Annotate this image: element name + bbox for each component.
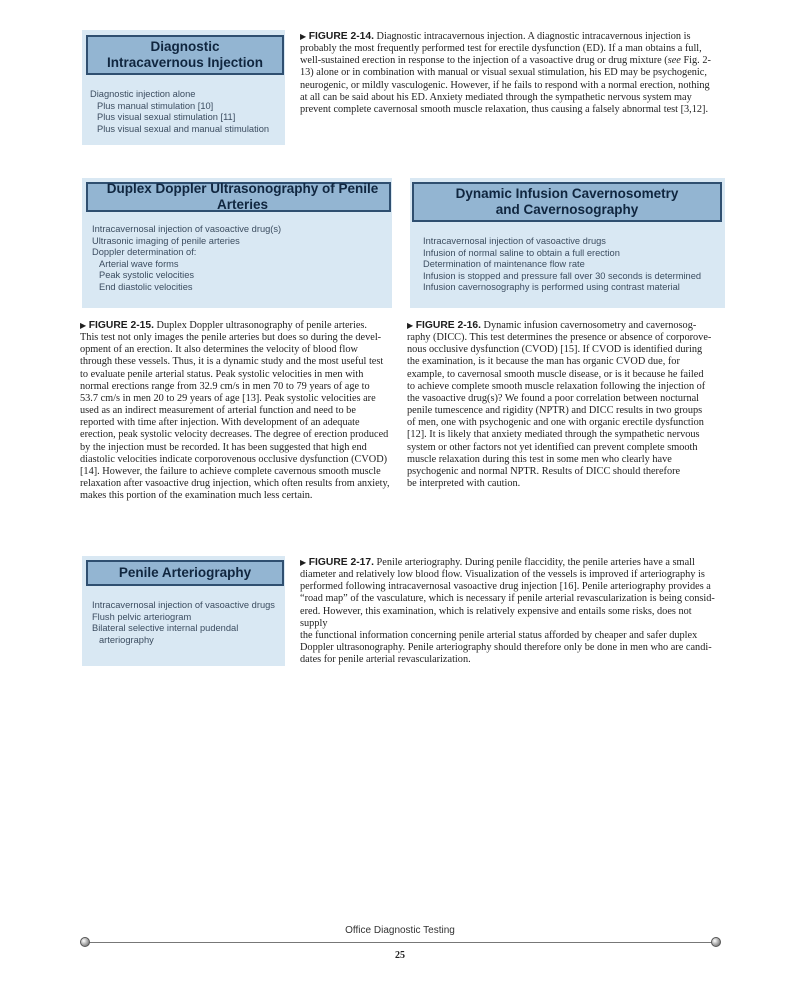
- figure-caption-2-14: ▶ FIGURE 2-14. Diagnostic intracavernous injection. A diagnostic intracavernous injection is probably the most frequently performed test for erectile dysfunction (ED). If a man obtains a full, well-sustained erection in response to the injection of a vasoactive drug or drug mixture (see Fig. 2- 13) alone or in combination with manual or visual sexual stimulation, his ED may be psychogenic, neurogenic, or mildly vasculogenic. However, if he fails to respond with a normal erection, nothing at all can be said about his ED. Anxiety mediated through the sympathetic nervous system may prevent complete cavernosal smooth muscle relaxation, thus causing a falsely abnormal test [3,12].: [300, 31, 720, 116]
- caption-line: dates for penile arterial revascularization.: [300, 654, 471, 666]
- caption-line: be interpreted with caution.: [407, 478, 521, 490]
- caption-line: the examination, is it because the man has organic CVOD due, for: [407, 356, 680, 368]
- list-item: Intracavernosal injection of vasoactive drugs: [423, 236, 606, 246]
- box-title-line: Intracavernous Injection: [106, 55, 264, 70]
- list-item: Intracavernosal injection of vasoactive drugs: [92, 600, 275, 610]
- caption-line: through these vessels. Thus, it is a dynamic study and the most useful test: [80, 356, 384, 368]
- list-item: Determination of maintenance flow rate: [423, 259, 585, 270]
- box-list-dicc: [423, 236, 701, 294]
- caption-line: erection, peak systolic velocity decreases. The degree of erection produced: [80, 429, 389, 441]
- list-item: Plus visual sexual stimulation [11]: [97, 112, 236, 123]
- list-item: Doppler determination of:: [92, 247, 197, 258]
- caption-line: well-sustained erection in response to the injection of a vasoactive drug or drug mixture (: [300, 55, 668, 67]
- caption-line: used as an indirect measurement of arterial function and need to be: [80, 405, 356, 417]
- box-title-penile-arteriography: [86, 560, 284, 586]
- list-item: Plus visual sexual and manual stimulation: [97, 123, 270, 134]
- figure-caption-2-16: ▶ FIGURE 2-16. Dynamic infusion cavernosometry and cavernosog- raphy (DICC). This test determines the presence or absence of corporove- nous occlusive dysfunction (CVOD) [15]. If CVOD is identified during the examination, is it because the man has organic CVOD due, for example, to cavernosal smooth muscle disease, or is it because he failed to achieve complete smooth muscle relaxation following the injection of the vasoactive drug(s)? We found a poor correlation between nocturnal penile tumescence and rigidity (NPTR) and DICC results in two groups of men, one with psychogenic and one with organic erectile dysfunction [12]. It is likely that anxiety mediated through the sympathetic nervous system or other factors not yet identified can prevent complete smooth muscle relaxation during this test in some men who clearly have psychogenic and normal NPTR. Results of DICC should therefore be interpreted with caution.: [407, 320, 727, 490]
- caption-line: ered. However, this examination, which is relatively expensive and entails some risks, does not supply: [300, 605, 692, 629]
- caption-line: Diagnostic intracavernous injection. A diagnostic intracavernous injection is: [376, 31, 691, 42]
- caption-line: penile tumescence and rigidity (NPTR) and DICC results in two groups: [407, 405, 703, 417]
- caption-line: to evaluate penile arterial status. Peak systolic velocities in men with: [80, 368, 364, 380]
- box-title-dicc: [412, 182, 722, 222]
- figure-label: FIGURE 2-15.: [88, 320, 154, 331]
- list-item: End diastolic velocities: [99, 281, 193, 292]
- caption-line: opment of an erection. It also determines the velocity of blood flow: [80, 344, 358, 356]
- caption-line: makes this portion of the examination much less certain.: [80, 490, 313, 502]
- caption-line: Penile arteriography. During penile flaccidity, the penile arteries have a small: [376, 557, 695, 568]
- caption-line: diastolic velocities indicate corporovenous occlusive dysfunction (CVOD): [80, 453, 388, 465]
- caption-line: the vasoactive drug(s)? We found a poor correlation between nocturnal: [407, 392, 700, 404]
- list-item: Ultrasonic imaging of penile arteries: [92, 235, 240, 246]
- caption-line: at all can be said about his ED. Anxiety mediated through the sympathetic nervous system may: [300, 91, 692, 103]
- caption-line: reported with time after injection. With development of an adequate: [80, 417, 360, 429]
- caption-line: muscle relaxation during this test in some men who clearly have: [407, 453, 672, 465]
- caption-line: raphy (DICC). This test determines the presence or absence of corporove-: [407, 332, 712, 344]
- list-item: Flush pelvic arteriogram: [92, 611, 192, 622]
- list-item: Infusion cavernosography is performed using contrast material: [423, 282, 680, 293]
- list-item: Plus manual stimulation [10]: [97, 100, 214, 111]
- footer-rule: [86, 942, 716, 943]
- caption-line: 13) alone or in combination with manual or visual sexual stimulation, his ED may be psychogenic,: [300, 67, 707, 79]
- box-title-text: Penile Arteriography: [118, 565, 252, 580]
- box-title-text: Duplex Doppler Ultrasonography of Penile Arteries: [106, 181, 379, 212]
- footer-right-dot-icon: [711, 937, 721, 947]
- caption-line: Dynamic infusion cavernosometry and cavernosog-: [483, 320, 697, 331]
- caption-line: 53.7 cm/s in men 20 to 29 years of age [13]. Peak systolic velocities are: [80, 392, 376, 404]
- caption-line: nous occlusive dysfunction (CVOD) [15]. If CVOD is identified during: [407, 344, 703, 356]
- list-item: Peak systolic velocities: [99, 270, 195, 281]
- caption-line: Fig. 2-: [680, 55, 711, 67]
- list-item: Diagnostic injection alone: [90, 89, 196, 99]
- figure-label: FIGURE 2-14.: [308, 31, 374, 42]
- caption-line: probably the most frequently performed test for erectile dysfunction (ED). If a man obtains a full,: [300, 43, 702, 55]
- caption-line: see: [667, 55, 681, 67]
- box-list-penile-arteriography: [92, 600, 275, 646]
- figure-label: FIGURE 2-16.: [415, 320, 481, 331]
- footer-left-dot-icon: [80, 937, 90, 947]
- list-item: Intracavernosal injection of vasoactive drug(s): [92, 224, 282, 234]
- page-number: 25: [395, 950, 405, 961]
- figure-label: FIGURE 2-17.: [308, 557, 374, 568]
- box-title-line: and Cavernosography: [495, 202, 639, 217]
- caption-line: system or other factors not yet identified can prevent complete smooth: [407, 441, 698, 453]
- box-title-line: Dynamic Infusion Cavernosometry: [455, 186, 679, 201]
- box-list-duplex-doppler: [92, 224, 281, 294]
- list-item: Arterial wave forms: [99, 258, 179, 269]
- caption-line: the functional information concerning penile arterial status afforded by cheaper and safer duplex: [300, 629, 698, 641]
- caption-line: by the injection must be recorded. It has been suggested that high end: [80, 441, 367, 453]
- caption-line: performed following intracavernosal vasoactive drug injection [16]. Penile arteriography provides a: [300, 581, 711, 593]
- caption-line: [12]. It is likely that anxiety mediated through the sympathetic nervous: [407, 429, 700, 441]
- list-item: Infusion is stopped and pressure fall over 30 seconds is determined: [423, 270, 702, 281]
- caption-line: to achieve complete smooth muscle relaxation following the injection of: [407, 380, 706, 392]
- caption-line: Doppler ultrasonography. Penile arteriography should therefore only be done in men who are candi-: [300, 642, 712, 654]
- caption-line: normal erections range from 32.9 cm/s in men 70 to 79 years of age to: [80, 380, 370, 392]
- caption-line: of men, one with psychogenic and one with organic erectile dysfunction: [407, 417, 704, 429]
- caption-line: prevent complete cavernosal smooth muscle relaxation, thus causing a falsely abnormal test [3,12].: [300, 103, 709, 115]
- caption-line: diameter and relatively low blood flow. Visualization of the vessels is improved if arteriography is: [300, 569, 705, 581]
- caption-line: example, to cavernosal smooth muscle disease, or is it because he failed: [407, 368, 704, 380]
- caption-line: [14]. However, the failure to achieve complete cavernous smooth muscle: [80, 465, 381, 477]
- box-title-duplex-doppler: [86, 182, 391, 212]
- list-item: Infusion of normal saline to obtain a full erection: [423, 247, 620, 258]
- figure-caption-2-17: ▶ FIGURE 2-17. Penile arteriography. During penile flaccidity, the penile arteries have a small diameter and relatively low blood flow. Visualization of the vessels is improved if arteriography is performed following intracavernosal vasoactive drug injection [16]. Penile arteriography provides a “road map” of the vasculature, which is necessary if penile arterial revascularization is being consid- ered. However, this examination, which is relatively expensive and entails some risks, does not supply the functional information concerning penile arterial status afforded by cheaper and safer duplex Doppler ultrasonography. Penile arteriography should therefore only be done in men who are candi- dates for penile arterial revascularization.: [300, 557, 720, 666]
- running-footer-title: Office Diagnostic Testing: [345, 925, 455, 936]
- caption-line: Duplex Doppler ultrasonography of penile arteries.: [156, 320, 367, 331]
- box-title-diagnostic-injection: [86, 35, 284, 75]
- figure-caption-2-15: ▶ FIGURE 2-15. Duplex Doppler ultrasonography of penile arteries. This test not only images the penile arteries but does so during the devel- opment of an erection. It also determines the velocity of blood flow through these vessels. Thus, it is a dynamic study and the most useful test to evaluate penile arterial status. Peak systolic velocities in men with normal erections range from 32.9 cm/s in men 70 to 79 years of age to 53.7 cm/s in men 20 to 29 years of age [13]. Peak systolic velocities are used as an indirect measurement of arterial function and need to be reported with time after injection. With development of an adequate erection, peak systolic velocity decreases. The degree of erection produced by the injection must be recorded. It has been suggested that high end diastolic velocities indicate corporovenous occlusive dysfunction (CVOD) [14]. However, the failure to achieve complete cavernous smooth muscle relaxation after vasoactive drug injection, which often results from anxiety, makes this portion of the examination much less certain.: [80, 320, 395, 502]
- caption-line: psychogenic and normal NPTR. Results of DICC should therefore: [407, 465, 681, 477]
- caption-line: neurogenic, or mildly vasculogenic. However, if he fails to respond with a normal erection, nothing: [300, 79, 710, 91]
- caption-line: “road map” of the vasculature, which is necessary if penile arterial revascularization is being consid-: [300, 593, 715, 605]
- box-list-diagnostic-injection: [90, 89, 269, 135]
- caption-line: This test not only images the penile arteries but does so during the devel-: [80, 332, 382, 344]
- list-item: arteriography: [99, 634, 154, 645]
- list-item: Bilateral selective internal pudendal: [92, 623, 239, 634]
- caption-line: relaxation after vasoactive drug injection, which often results from anxiety,: [80, 478, 390, 490]
- box-title-line: Diagnostic: [150, 39, 220, 54]
